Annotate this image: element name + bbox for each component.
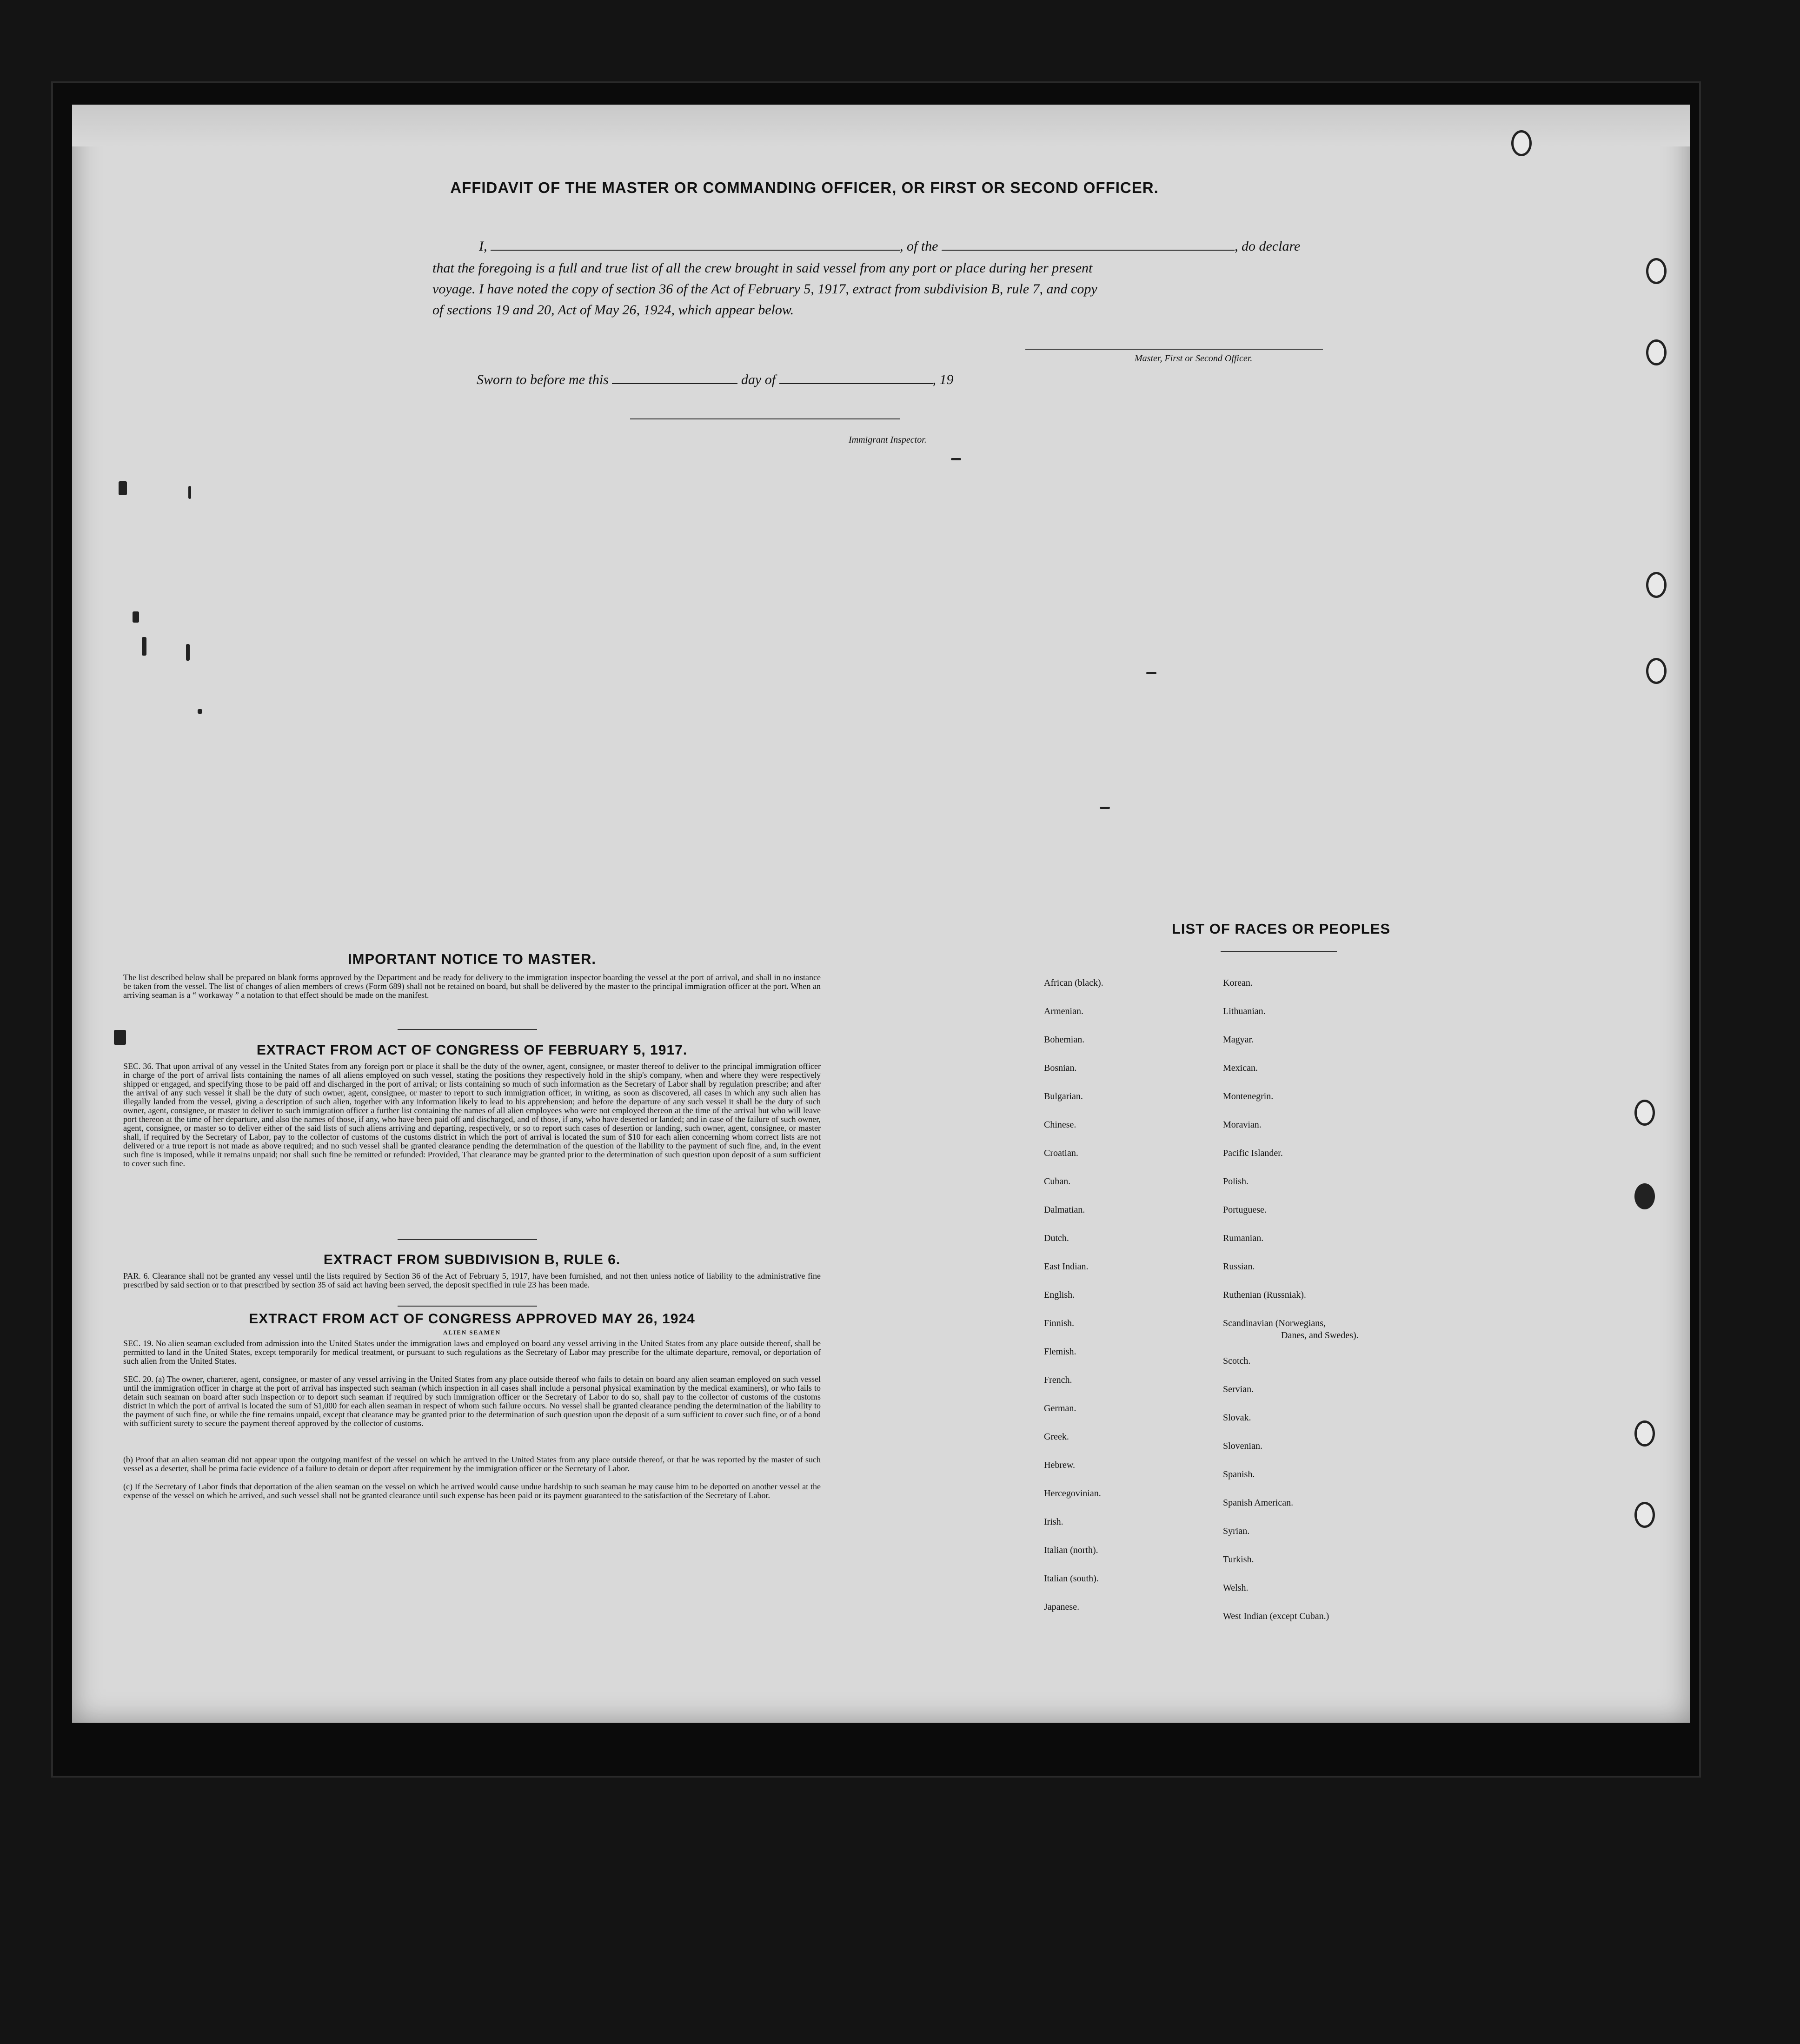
race-item: Dutch. — [1044, 1233, 1069, 1243]
race-item: Turkish. — [1223, 1554, 1254, 1565]
sworn-prefix: Sworn to before me this — [477, 372, 609, 387]
officer-label: Master, First or Second Officer. — [1135, 353, 1253, 364]
rule6-text: PAR. 6. Clearance shall not be granted any vessel until the lists required by Section 36 of the Act of February 5, 1917, have been furnished, and not then unless notice of liability to the administrative fine prescribed by said section or to that prescribed by section 35 of said act having been served, the deposit specified in rule 23 has been made. — [123, 1271, 821, 1289]
binder-hole — [1634, 1100, 1655, 1126]
race-item: Cuban. — [1044, 1176, 1071, 1187]
affidavit-line1 — [479, 236, 1455, 257]
binder-hole — [1646, 572, 1667, 598]
race-item: Korean. — [1223, 978, 1253, 988]
extract-1917-divider — [398, 1239, 537, 1240]
race-item: Dalmatian. — [1044, 1205, 1085, 1215]
sworn-day-blank[interactable] — [612, 378, 737, 384]
affidavit-line3: voyage. I have noted the copy of section 36 of the Act of February 5, 1917, extract from subdivision B, rule 7, and copy — [432, 281, 1097, 297]
race-item: Flemish. — [1044, 1347, 1076, 1357]
race-item: Finnish. — [1044, 1318, 1075, 1328]
binder-hole — [1646, 658, 1667, 684]
extract-1917-title: EXTRACT FROM ACT OF CONGRESS OF FEBRUARY 5, 1917. — [256, 1042, 688, 1058]
race-item: West Indian (except Cuban.) — [1223, 1611, 1329, 1621]
race-item: Spanish. — [1223, 1469, 1255, 1480]
race-item: Lithuanian. — [1223, 1006, 1266, 1016]
races-title: LIST OF RACES OR PEOPLES — [1171, 921, 1391, 937]
extract-1924-subtitle: ALIEN SEAMEN — [443, 1329, 501, 1336]
notice-text: The list described below shall be prepared on blank forms approved by the Department and be ready for delivery to the immigration inspector boarding the vessel at the port of arrival, and shall in no instance be taken from the vessel. The list of changes of alien members of crews (Form 689) shall not be retained on board, but shall be delivered by the master to the principal immigration officer at the port. When an arriving seaman is a “ workaway ” a notation to that effect should be made on the manifest. — [123, 973, 821, 1000]
race-item: Mexican. — [1223, 1063, 1258, 1073]
extract-1917-text: SEC. 36. That upon arrival of any vessel in the United States from any foreign port or place it shall be the duty of the owner, agent, consignee, or master thereof to deliver to the principal immigration officer in charge of the port of arrival lists containing the names of all aliens employed on such vessel, stating the positions they respectively hold in the ship's company, when and where they were respectively shipped or engaged, and specifying those to be paid off and discharged in the port of arrival; or lists containing so much of such information as the Secretary of Labor shall by regulation prescribe; and after the arrival of any such vessel it shall be the duty of such owner, agent, consignee, or master to report to such immigration officer, in writing, as soon as discovered, all cases in which any such alien has illegally landed from the vessel, giving a description of such alien, together with any information likely to lead to his apprehension; and before the departure of any such vessel it shall be the duty of such owner, agent, consignee, or master to deliver to such immigration officer a further list containing the names of all alien employees who were not employed thereon at the time of the arrival but who will leave port thereon at the time of her departure, and also the names of those, if any, who have been paid off and discharged, and of those, if any, who have deserted or landed; and in case of the failure of such owner, agent, consignee, or master so to deliver either of the said lists of such aliens arriving and departing, respectively, or so to report such cases of desertion or landing, such owner, agent, consignee, or master shall, if required by the Secretary of Labor, pay to the collector of customs of the customs district in which the port of arrival is located the sum of $10 for each alien concerning whom correct lists are not delivered or a true report is not made as above required; and no such vessel shall be granted clearance pending the determination of the question of the liability to the payment of such fine, and, in the event such fine is imposed, while it remains unpaid; nor shall such fine be remitted or refunded: Provided, That clearance may be granted prior to the determination of such question upon deposit of a sum sufficient to cover such fine. — [123, 1062, 821, 1168]
race-item: Italian (north). — [1044, 1545, 1098, 1555]
race-item: English. — [1044, 1290, 1075, 1300]
rule6-title: EXTRACT FROM SUBDIVISION B, RULE 6. — [323, 1252, 621, 1268]
race-item: Chinese. — [1044, 1120, 1076, 1130]
notice-divider — [398, 1029, 537, 1030]
ink-mark — [198, 709, 202, 714]
race-item: Servian. — [1223, 1384, 1254, 1394]
ink-mark — [114, 1030, 126, 1045]
race-item: Bulgarian. — [1044, 1091, 1083, 1102]
binder-hole — [1634, 1183, 1655, 1209]
sworn-day-label: day of — [741, 372, 776, 387]
vessel-blank[interactable] — [942, 245, 1235, 251]
race-scandinavian-cont: Danes, and Swedes). — [1281, 1330, 1359, 1341]
inspector-label: Immigrant Inspector. — [849, 435, 927, 445]
races-divider — [1221, 951, 1337, 952]
race-item: Russian. — [1223, 1261, 1255, 1272]
race-item: Ruthenian (Russniak). — [1223, 1290, 1306, 1300]
affidavit-do-declare: , do declare — [1235, 239, 1301, 254]
affidavit-title: AFFIDAVIT OF THE MASTER OR COMMANDING OFFICER, OR FIRST OR SECOND OFFICER. — [450, 179, 1159, 196]
affidavit-line4: of sections 19 and 20, Act of May 26, 1924, which appear below. — [432, 302, 794, 318]
race-item: Rumanian. — [1223, 1233, 1264, 1243]
ink-mark — [142, 637, 146, 656]
binder-hole — [1511, 130, 1532, 156]
name-blank[interactable] — [491, 245, 900, 251]
sworn-line — [477, 370, 1128, 390]
document-page — [72, 105, 1690, 1723]
affidavit-line2: that the foregoing is a full and true list of all the crew brought in said vessel from any port or place during her present — [432, 260, 1093, 276]
race-item: Hercegovinian. — [1044, 1488, 1101, 1499]
ink-mark — [1100, 807, 1110, 809]
binder-hole — [1634, 1502, 1655, 1528]
paper-top-edge — [72, 105, 1690, 146]
extract-1924-sec20b: (b) Proof that an alien seaman did not appear upon the outgoing manifest of the vessel on which he arrived in the United States from any place outside thereof, or that he was reported by the master of such vessel as a deserter, shall be prima facie evidence of a failure to detain or deport after requirement by the immigration officer or the Secretary of Labor. — [123, 1455, 821, 1473]
ink-mark — [951, 458, 961, 460]
race-item: Slovak. — [1223, 1413, 1251, 1423]
race-item: Italian (south). — [1044, 1573, 1099, 1584]
affidavit-i: I, — [479, 239, 487, 254]
race-item: Japanese. — [1044, 1602, 1080, 1612]
race-item: German. — [1044, 1403, 1076, 1414]
ink-mark — [1146, 672, 1156, 674]
race-item: Portuguese. — [1223, 1205, 1267, 1215]
sworn-month-blank[interactable] — [779, 378, 933, 384]
extract-1924-sec20c: (c) If the Secretary of Labor finds that deportation of the alien seaman on the vessel on which he arrived would cause undue hardship to such seaman he may cause him to be deported on another vessel at the expense of the vessel on which he arrived, and such vessel shall not be granted clearance until such expense has been paid or its payment guaranteed to the satisfaction of the Secretary of Labor. — [123, 1482, 821, 1500]
sworn-year-label: , 19 — [932, 372, 954, 387]
ink-mark — [119, 481, 127, 495]
race-item: East Indian. — [1044, 1261, 1089, 1272]
binder-hole — [1646, 258, 1667, 284]
officer-signature-line[interactable] — [1025, 349, 1323, 350]
race-item: Moravian. — [1223, 1120, 1262, 1130]
race-item: Montenegrin. — [1223, 1091, 1274, 1102]
affidavit-of-the: , of the — [900, 239, 938, 254]
race-item: Croatian. — [1044, 1148, 1078, 1158]
race-item: Scandinavian (Norwegians, — [1223, 1318, 1326, 1328]
race-item: Polish. — [1223, 1176, 1249, 1187]
race-item: Hebrew. — [1044, 1460, 1076, 1470]
race-item: Spanish American. — [1223, 1498, 1294, 1508]
race-item: Pacific Islander. — [1223, 1148, 1283, 1158]
extract-1924-sec20a: SEC. 20. (a) The owner, charterer, agent, consignee, or master of any vessel arriving in the United States from any place outside thereof who fails to detain on board any alien seaman employed on such vessel until the immigration officer in charge at the port of arrival has inspected such seaman (which inspection in all cases shall include a personal physical examination by the medical examiners), or who fails to detain such seaman on board after such inspection or to deport such seaman if required by such immigration officer or the Secretary of Labor to do so, shall pay to the collector of customs of the customs district in which the port of arrival is located the sum of $1,000 for each alien seaman in respect of whom such failure occurs. No vessel shall be granted clearance pending the determination of the liability to the payment of such fine, or while the fine remains unpaid, except that clearance may be granted prior to the determination of such question upon the deposit of a sum sufficient to cover such fine, or of a bond with sufficient surety to secure the payment thereof approved by the collector of customs. — [123, 1374, 821, 1428]
race-item: Slovenian. — [1223, 1441, 1262, 1451]
extract-1924-title: EXTRACT FROM ACT OF CONGRESS APPROVED MAY 26, 1924 — [249, 1311, 695, 1327]
rule6-divider — [398, 1306, 537, 1307]
race-item: Bohemian. — [1044, 1035, 1085, 1045]
race-item: Syrian. — [1223, 1526, 1250, 1536]
race-item: Magyar. — [1223, 1035, 1254, 1045]
ink-mark — [133, 611, 139, 623]
race-item: Armenian. — [1044, 1006, 1083, 1016]
race-item: Scotch. — [1223, 1356, 1251, 1366]
race-item: Greek. — [1044, 1432, 1069, 1442]
race-item: French. — [1044, 1375, 1072, 1385]
ink-mark — [186, 644, 190, 661]
race-item: Welsh. — [1223, 1583, 1249, 1593]
notice-title: IMPORTANT NOTICE TO MASTER. — [348, 951, 596, 967]
ink-mark — [188, 486, 191, 499]
race-item: Irish. — [1044, 1517, 1063, 1527]
inspector-signature-line[interactable] — [630, 418, 900, 419]
extract-1924-sec19: SEC. 19. No alien seaman excluded from admission into the United States under the immigration laws and employed on board any vessel arriving in the United States from any place outside thereof, shall be permitted to land in the United States, except temporarily for medical treatment, or pursuant to such regulations as the Secretary of Labor may prescribe for the ultimate departure, removal, or deportation of such alien from the United States. — [123, 1339, 821, 1366]
race-item: Bosnian. — [1044, 1063, 1077, 1073]
binder-hole — [1646, 339, 1667, 365]
race-item: African (black). — [1044, 978, 1103, 988]
binder-hole — [1634, 1420, 1655, 1447]
